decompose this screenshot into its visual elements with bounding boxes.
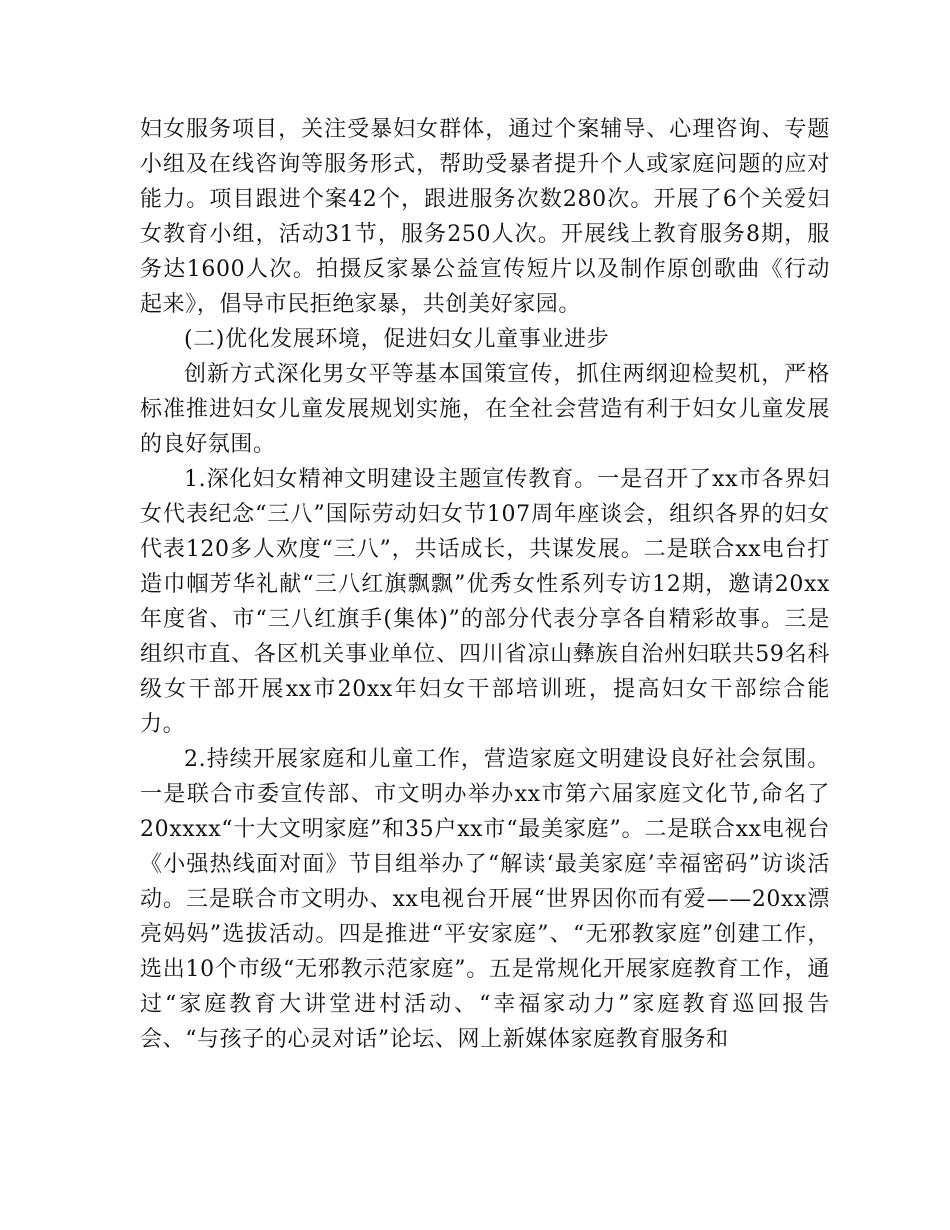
paragraph-women-service-project: 妇女服务项目，关注受暴妇女群体，通过个案辅导、心理咨询、专题小组及在线咨询等服务形式，帮助受暴者提升个人或家庭问题的应对能力。项目跟进个案42个，跟进服务次数280次。开展了6个关爱妇女教育小组，活动31节，服务250人次。开展线上教育服务8期，服务达1600人次。拍摄反家暴公益宣传短片以及制作原创歌曲《行动起来》，倡导市民拒绝家暴，共创美好家园。 <box>140 117 830 317</box>
paragraph-family-children-work: 2.持续开展家庭和儿童工作，营造家庭文明建设良好社会氛围。一是联合市委宣传部、市文明办举办xx市第六届家庭文化节,命名了20xxxx“十大文明家庭”和35户xx市“最美家庭”。二是联合xx电视台《小强热线面对面》节目组举办了“解读‘最美家庭’幸福密码”访谈活动。三是联合市文明办、xx电视台开展“世界因你而有爱——20xx漂亮妈妈”选拔活动。四是推进“平安家庭”、“无邪教家庭”创建工作，选出10个市级“无邪教示范家庭”。五是常规化开展家庭教育工作，通过“家庭教育大讲堂进村活动、“幸福家动力”家庭教育巡回报告会、“与孩子的心灵对话”论坛、网上新媒体家庭教育服务和 <box>140 747 830 1052</box>
paragraph-spiritual-civilization: 1.深化妇女精神文明建设主题宣传教育。一是召开了xx市各界妇女代表纪念“三八”国际劳动妇女节107周年座谈会，组织各界的妇女代表120多人欢度“三八”，共话成长，共谋发展。二是联合xx电台打造巾帼芳华礼献“三八红旗飘飘”优秀女性系列专访12期，邀请20xx年度省、市“三八红旗手(集体)”的部分代表分享各自精彩故事。三是组织市直、各区机关事业单位、四川省凉山彝族自治州妇联共59名科级女干部开展xx市20xx年妇女干部培训班，提高妇女干部综合能力。 <box>140 467 830 737</box>
document-body <box>140 112 830 1057</box>
section-heading-optimize-environment: (二)优化发展环境，促进妇女儿童事业进步 <box>184 327 610 352</box>
paragraph-gender-equality-policy: 创新方式深化男女平等基本国策宣传，抓住两纲迎检契机，严格标准推进妇女儿童发展规划实施，在全社会营造有利于妇女儿童发展的良好氛围。 <box>140 362 830 457</box>
